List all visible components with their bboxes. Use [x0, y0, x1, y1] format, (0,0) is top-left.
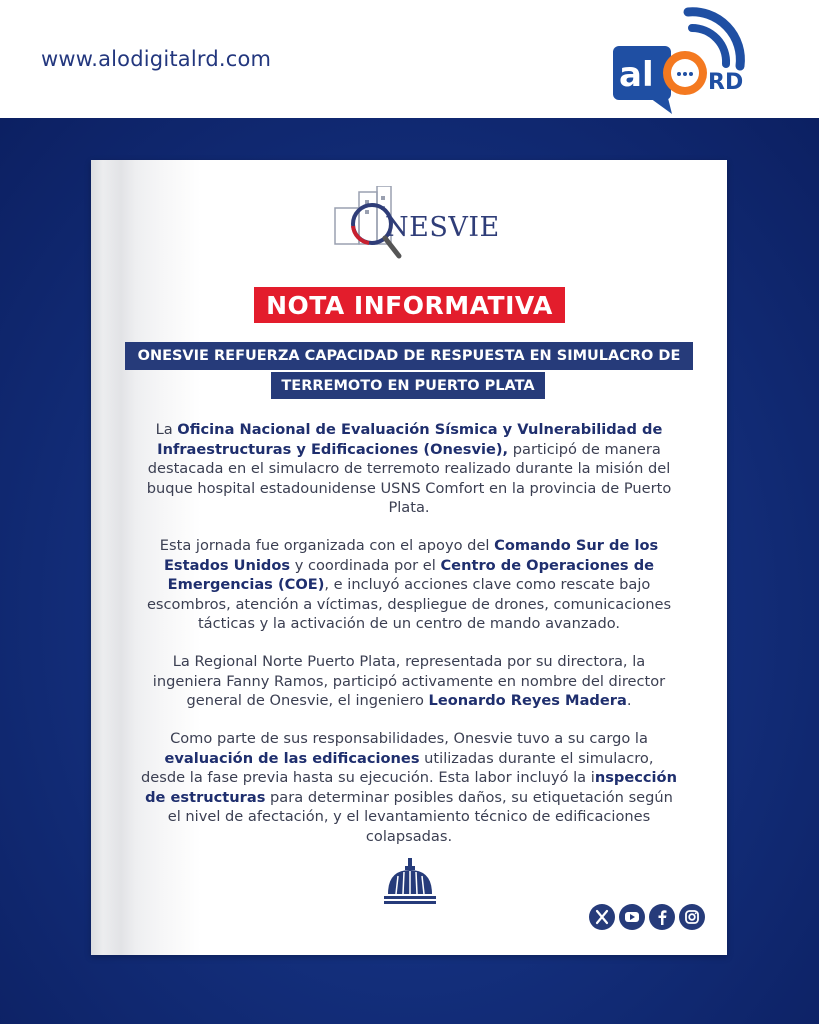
- press-release-card: [91, 160, 727, 955]
- youtube-icon[interactable]: [619, 904, 645, 930]
- instagram-icon[interactable]: [679, 904, 705, 930]
- site-url[interactable]: www.alodigitalrd.com: [41, 47, 272, 71]
- paragraph-2: Esta jornada fue organizada con el apoyo del Comando Sur de los Estados Unidos y coordinada por el Centro de Operaciones de Emergencias (COE), e incluyó acciones clave como rescate bajo escombros, atención a víctimas, despliegue de drones, comunicaciones tácticas y la activación de un centro de mando avanzado.: [146, 537, 672, 632]
- headline-line-1: ONESVIE REFUERZA CAPACIDAD DE RESPUESTA EN SIMULACRO DE: [125, 342, 693, 370]
- alo-rd-logo[interactable]: [610, 4, 755, 114]
- paragraph-4: Como parte de sus responsabilidades, Onesvie tuvo a su cargo la evaluación de las edificaciones utilizadas durante el simulacro, desde la fase previa hasta su ejecución. Esta labor incluyó la inspección de estructuras para determinar posibles daños, su etiquetación según el nivel de afectación, y el levantamiento técnico de edificaciones colapsadas.: [141, 730, 677, 845]
- x-twitter-icon[interactable]: [589, 904, 615, 930]
- paragraph-1: La Oficina Nacional de Evaluación Sísmica y Vulnerabilidad de Infraestructuras y Edificaciones (Onesvie), participó de manera destacada en el simulacro de terremoto realizado durante la misión del buque hospital estadounidense USNS Comfort en la provincia de Puerto Plata.: [146, 421, 672, 516]
- paragraph-3: La Regional Norte Puerto Plata, representada por su directora, la ingeniera Fanny Ramos, participó activamente en nombre del director general de Onesvie, el ingeniero Leonardo Reyes Madera.: [152, 653, 666, 709]
- top-header: [0, 0, 819, 118]
- org-name: NESVIE: [385, 212, 500, 243]
- headline-line-2: TERREMOTO EN PUERTO PLATA: [271, 372, 545, 399]
- government-dome-emblem: [384, 858, 436, 906]
- brand-text-rd: RD: [708, 70, 744, 95]
- nota-informativa-label: NOTA INFORMATIVA: [254, 287, 565, 323]
- brand-text-al: al: [619, 55, 654, 95]
- facebook-icon[interactable]: [649, 904, 675, 930]
